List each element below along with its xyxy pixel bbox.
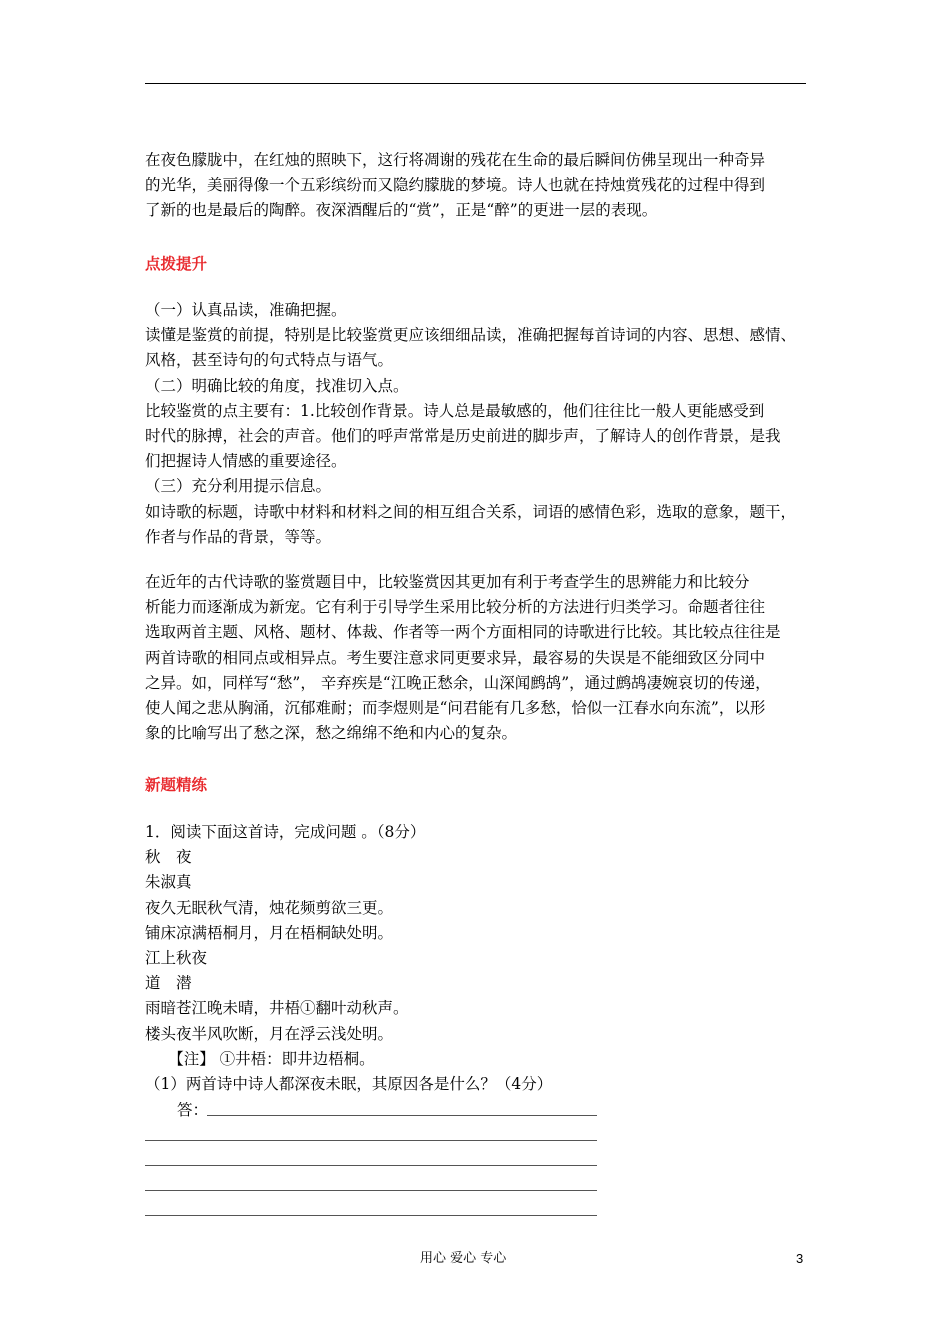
text-line: （二）明确比较的角度，找准切入点。 — [145, 376, 409, 395]
text-line: （三）充分利用提示信息。 — [145, 477, 332, 496]
tips-body — [145, 298, 817, 550]
poem-line: 雨暗苍江晚未晴，井梧①翻叶动秋声。 — [145, 999, 409, 1018]
answer-blank-line — [207, 1115, 597, 1116]
poem-line: 铺床凉满梧桐月，月在梧桐缺处明。 — [145, 923, 394, 942]
text-line: 们把握诗人情感的重要途径。 — [145, 452, 347, 471]
poem-author: 朱淑真 — [145, 873, 192, 892]
text-line: 之异。如，同样写“愁”， 辛弃疾是“江晚正愁余，山深闻鹧鸪”，通过鹧鸪凄婉哀切的传递， — [145, 673, 771, 692]
poem-line: 楼头夜半风吹断，月在浮云浅处明。 — [145, 1024, 394, 1043]
comparison-paragraph — [145, 570, 817, 746]
text-line: 象的比喻写出了愁之深，愁之绵绵不绝和内心的复杂。 — [145, 724, 518, 743]
practice-body — [145, 820, 817, 1097]
section-heading-tips: 点拨提升 — [145, 254, 208, 273]
footer-motto: 用心 爱心 专心 — [420, 1251, 507, 1266]
question-line: 1．阅读下面这首诗，完成问题 。（8分） — [145, 823, 426, 841]
text-line: 在近年的古代诗歌的鉴赏题目中，比较鉴赏因其更加有利于考查学生的思辨能力和比较分 — [145, 573, 750, 591]
answer-row-1[interactable] — [145, 1098, 597, 1123]
text-line: 选取两首主题、风格、题材、体裁、作者等一两个方面相同的诗歌进行比较。其比较点往往是 — [145, 623, 781, 642]
header-rule — [145, 83, 806, 84]
text-line: 析能力而逐渐成为新宠。它有利于引导学生采用比较分析的方法进行归类学习。命题者往往 — [145, 598, 766, 617]
answer-blank-line — [145, 1140, 597, 1141]
text-line: 两首诗歌的相同点或相异点。考生要注意求同更要求异，最容易的失误是不能细致区分同中 — [145, 648, 766, 667]
section-heading-practice: 新题精练 — [145, 775, 208, 794]
text-line: （一）认真品读，准确把握。 — [145, 301, 347, 319]
sub-question-line: （1）两首诗中诗人都深夜未眠，其原因各是什么？（4分） — [145, 1074, 553, 1093]
answer-blank-line — [145, 1165, 597, 1166]
poem-line: 夜久无眠秋气清，烛花频剪欲三更。 — [145, 898, 394, 917]
text-line: 如诗歌的标题，诗歌中材料和材料之间的相互组合关系，词语的感情色彩，选取的意象，题干， — [145, 502, 797, 521]
text-line: 比较鉴赏的点主要有：1.比较创作背景。诗人总是最敏感的，他们往往比一般人更能感受到 — [145, 401, 765, 420]
text-line: 风格，甚至诗句的句式特点与语气。 — [145, 351, 394, 370]
text-line: 时代的脉搏，社会的声音。他们的呼声常常是历史前进的脚步声，了解诗人的创作背景，是我 — [145, 426, 781, 445]
poem-title: 江上秋夜 — [145, 948, 208, 967]
text-line: 作者与作品的背景，等等。 — [145, 527, 332, 546]
answer-blank-line — [145, 1215, 597, 1216]
answer-blank-line — [145, 1190, 597, 1191]
text-line: 使人闻之悲从胸涌，沉郁难耐；而李煜则是“问君能有几多愁，恰似一江春水向东流”，以形 — [145, 698, 766, 717]
intro-paragraph — [145, 148, 817, 224]
annotation-line: 【注】 ①井梧：即井边梧桐。 — [145, 1049, 375, 1068]
text-line: 了新的也是最后的陶醉。夜深酒醒后的“赏”，正是“醉”的更进一层的表现。 — [145, 201, 658, 220]
answer-row-2[interactable] — [145, 1123, 597, 1148]
text-line: 在夜色朦胧中，在红烛的照映下，这行将凋谢的残花在生命的最后瞬间仿佛呈现出一种奇异 — [145, 151, 766, 169]
answer-row-5[interactable] — [145, 1198, 597, 1223]
answer-label: 答： — [177, 1101, 209, 1119]
answer-row-4[interactable] — [145, 1173, 597, 1198]
page-number: 3 — [796, 1251, 804, 1266]
poem-author: 道 潜 — [145, 974, 192, 993]
poem-title: 秋 夜 — [145, 848, 192, 867]
text-line: 的光华，美丽得像一个五彩缤纷而又隐约朦胧的梦境。诗人也就在持烛赏残花的过程中得到 — [145, 176, 766, 195]
text-line: 读懂是鉴赏的前提，特别是比较鉴赏更应该细细品读，准确把握每首诗词的内容、思想、感情、 — [145, 326, 797, 345]
answer-row-3[interactable] — [145, 1148, 597, 1173]
